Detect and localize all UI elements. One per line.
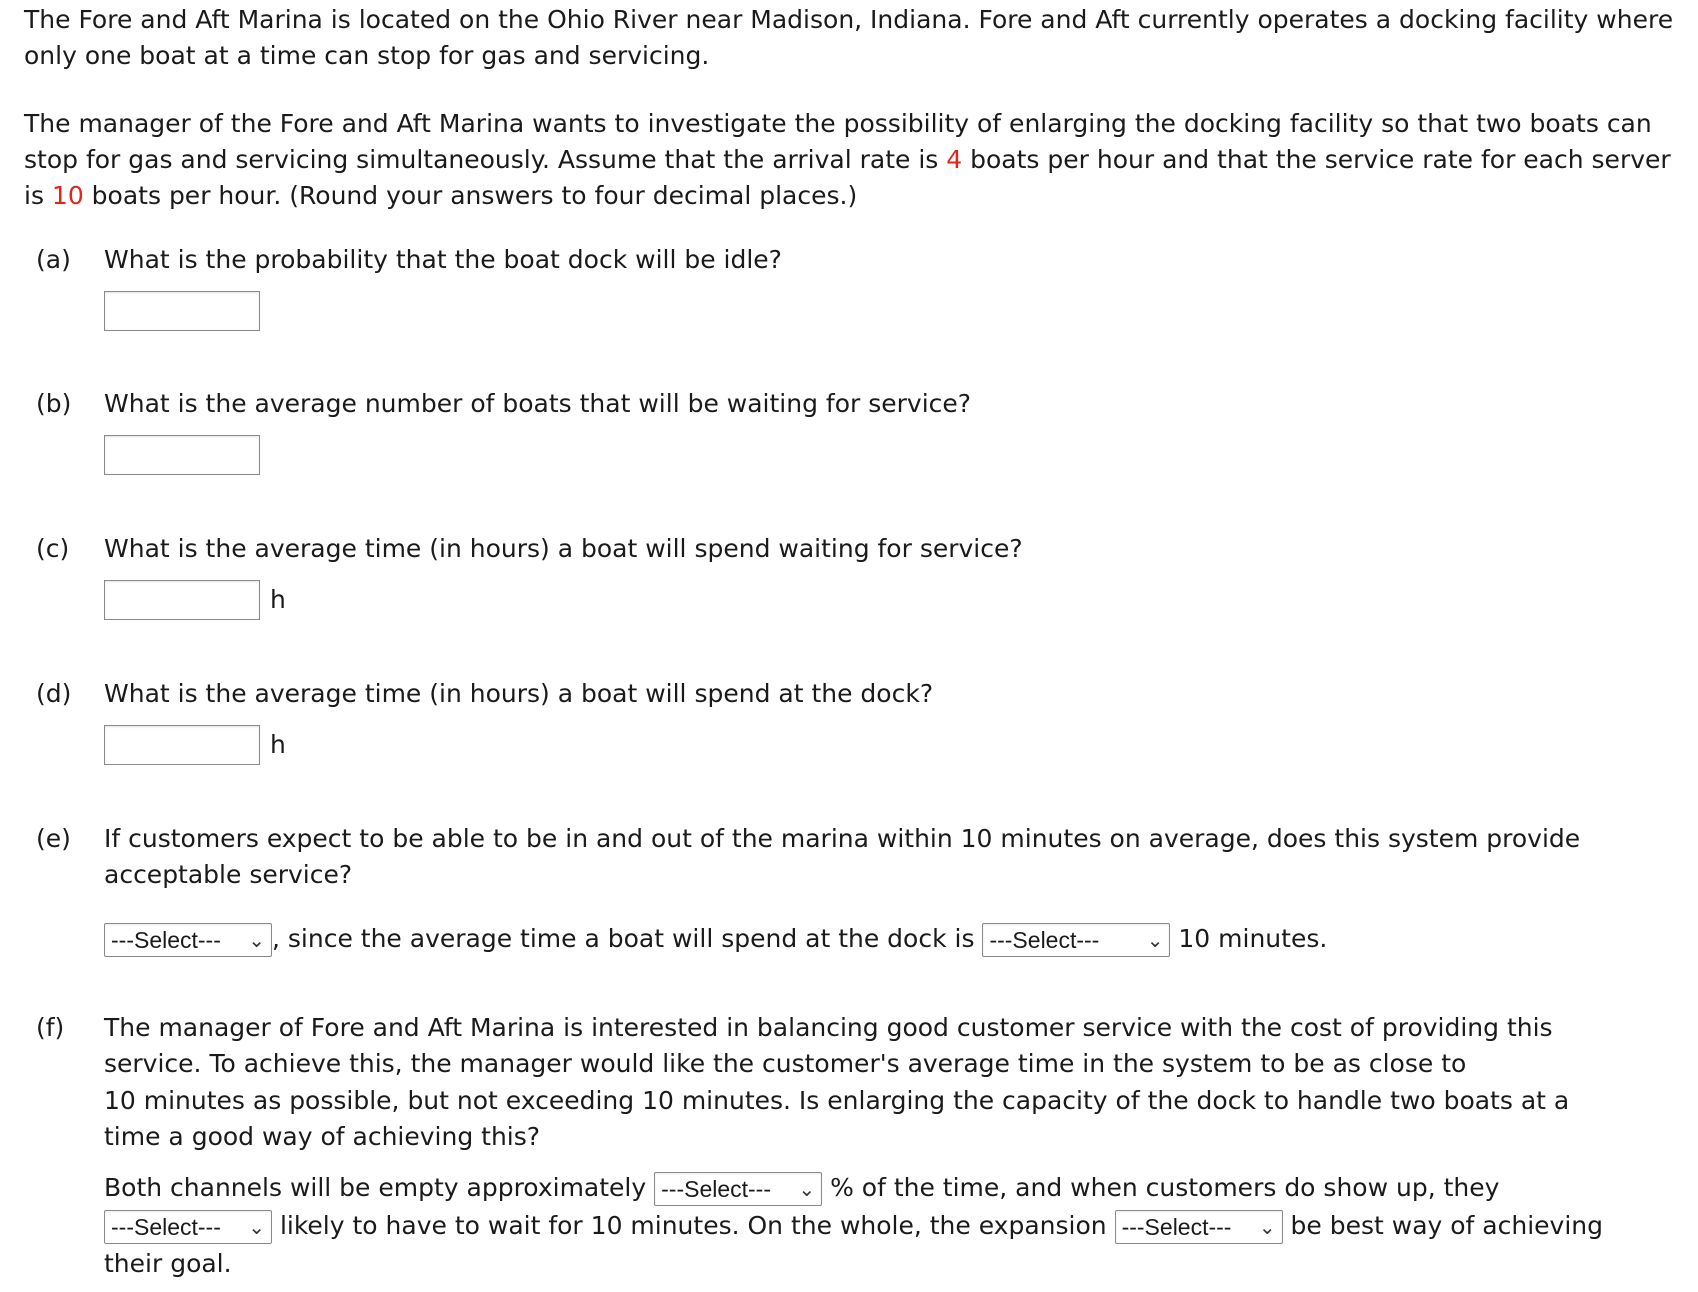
question-d-text: What is the average time (in hours) a boat will spend at the dock? xyxy=(104,679,934,708)
intro-text-part: boats per hour. (Round your answers to four decimal places.) xyxy=(83,181,858,210)
question-f-text-line-4: time a good way of achieving this? xyxy=(104,1122,541,1151)
select-value: ---Select--- xyxy=(111,927,221,953)
service-rate-value: 10 xyxy=(51,181,84,210)
question-e-text: If customers expect to be able to be in and out of the marina within 10 minutes on average, does this system provide acceptable service? xyxy=(104,824,1581,889)
f-goal-text: be best way of achieving xyxy=(1290,1211,1603,1240)
answer-b-input[interactable] xyxy=(104,435,260,475)
f-goal-end: their goal. xyxy=(104,1249,232,1278)
intro-paragraph-1: The Fore and Aft Marina is located on the Ohio River near Madison, Indiana. Fore and Aft currently operates a docking facility where only one boat at a time can stop for gas and servicing. xyxy=(24,5,1674,70)
select-value: ---Select--- xyxy=(989,927,1100,953)
question-b-text: What is the average number of boats that will be waiting for service? xyxy=(104,389,972,418)
f-both-suffix: % of the time, and when customers do show up, they xyxy=(830,1173,1500,1202)
e-comparison-select[interactable] xyxy=(982,923,1170,957)
answer-a-input[interactable] xyxy=(104,291,260,331)
question-e-answer-line xyxy=(104,921,1327,957)
f-likely-text: likely to have to wait for 10 minutes. On the whole, the expansion xyxy=(279,1211,1107,1240)
chevron-down-icon: ⌄ xyxy=(248,928,265,952)
answer-c-input[interactable] xyxy=(104,580,260,620)
chevron-down-icon: ⌄ xyxy=(1258,1215,1276,1239)
question-d-label: (d) xyxy=(36,679,72,708)
chevron-down-icon: ⌄ xyxy=(1146,928,1164,952)
f-wait-likelihood-select[interactable] xyxy=(104,1210,272,1244)
intro-text-part: boats per hour and that the service rate for each server is xyxy=(24,145,1671,210)
chevron-down-icon: ⌄ xyxy=(248,1215,265,1239)
question-f-text-line-1: The manager of Fore and Aft Marina is interested in balancing good customer service with the cost of providing this xyxy=(104,1013,1553,1042)
f-both-prefix: Both channels will be empty approximately xyxy=(104,1173,647,1202)
arrival-rate-value: 4 xyxy=(946,145,963,174)
question-f-text-line-3: 10 minutes as possible, but not exceeding 10 minutes. Is enlarging the capacity of the dock to handle two boats at a xyxy=(104,1086,1570,1115)
intro-text-part: The manager of the Fore and Aft Marina wants to investigate the possibility of enlarging the docking facility so that two boats can stop for gas and servicing simultaneously. Assume that the arrival rate is xyxy=(24,109,1652,174)
f-answer-line-1 xyxy=(104,1170,1499,1206)
e-end-text: 10 minutes. xyxy=(1178,924,1328,953)
f-answer-line-2 xyxy=(104,1208,1603,1244)
question-b-label: (b) xyxy=(36,389,72,418)
e-acceptable-select[interactable] xyxy=(104,923,272,957)
answer-d-input[interactable] xyxy=(104,725,260,765)
select-value: ---Select--- xyxy=(111,1214,221,1240)
chevron-down-icon: ⌄ xyxy=(798,1177,816,1201)
question-a-text: What is the probability that the boat dock will be idle? xyxy=(104,245,782,274)
answer-d-unit: h xyxy=(270,730,286,759)
question-f-text-line-2: service. To achieve this, the manager would like the customer's average time in the system to be as close to xyxy=(104,1049,1467,1078)
question-f-label: (f) xyxy=(36,1013,65,1042)
question-c-label: (c) xyxy=(36,534,70,563)
question-c-text: What is the average time (in hours) a boat will spend waiting for service? xyxy=(104,534,1023,563)
e-mid-text: , since the average time a boat will spend at the dock is xyxy=(272,924,975,953)
select-value: ---Select--- xyxy=(1121,1214,1232,1240)
intro-paragraph-2 xyxy=(24,106,1674,214)
answer-c-unit: h xyxy=(270,585,286,614)
question-a-label: (a) xyxy=(36,245,71,274)
f-empty-percent-select[interactable] xyxy=(654,1172,822,1206)
select-value: ---Select--- xyxy=(661,1176,772,1202)
question-e-label: (e) xyxy=(36,824,71,853)
f-expansion-select[interactable] xyxy=(1115,1210,1283,1244)
